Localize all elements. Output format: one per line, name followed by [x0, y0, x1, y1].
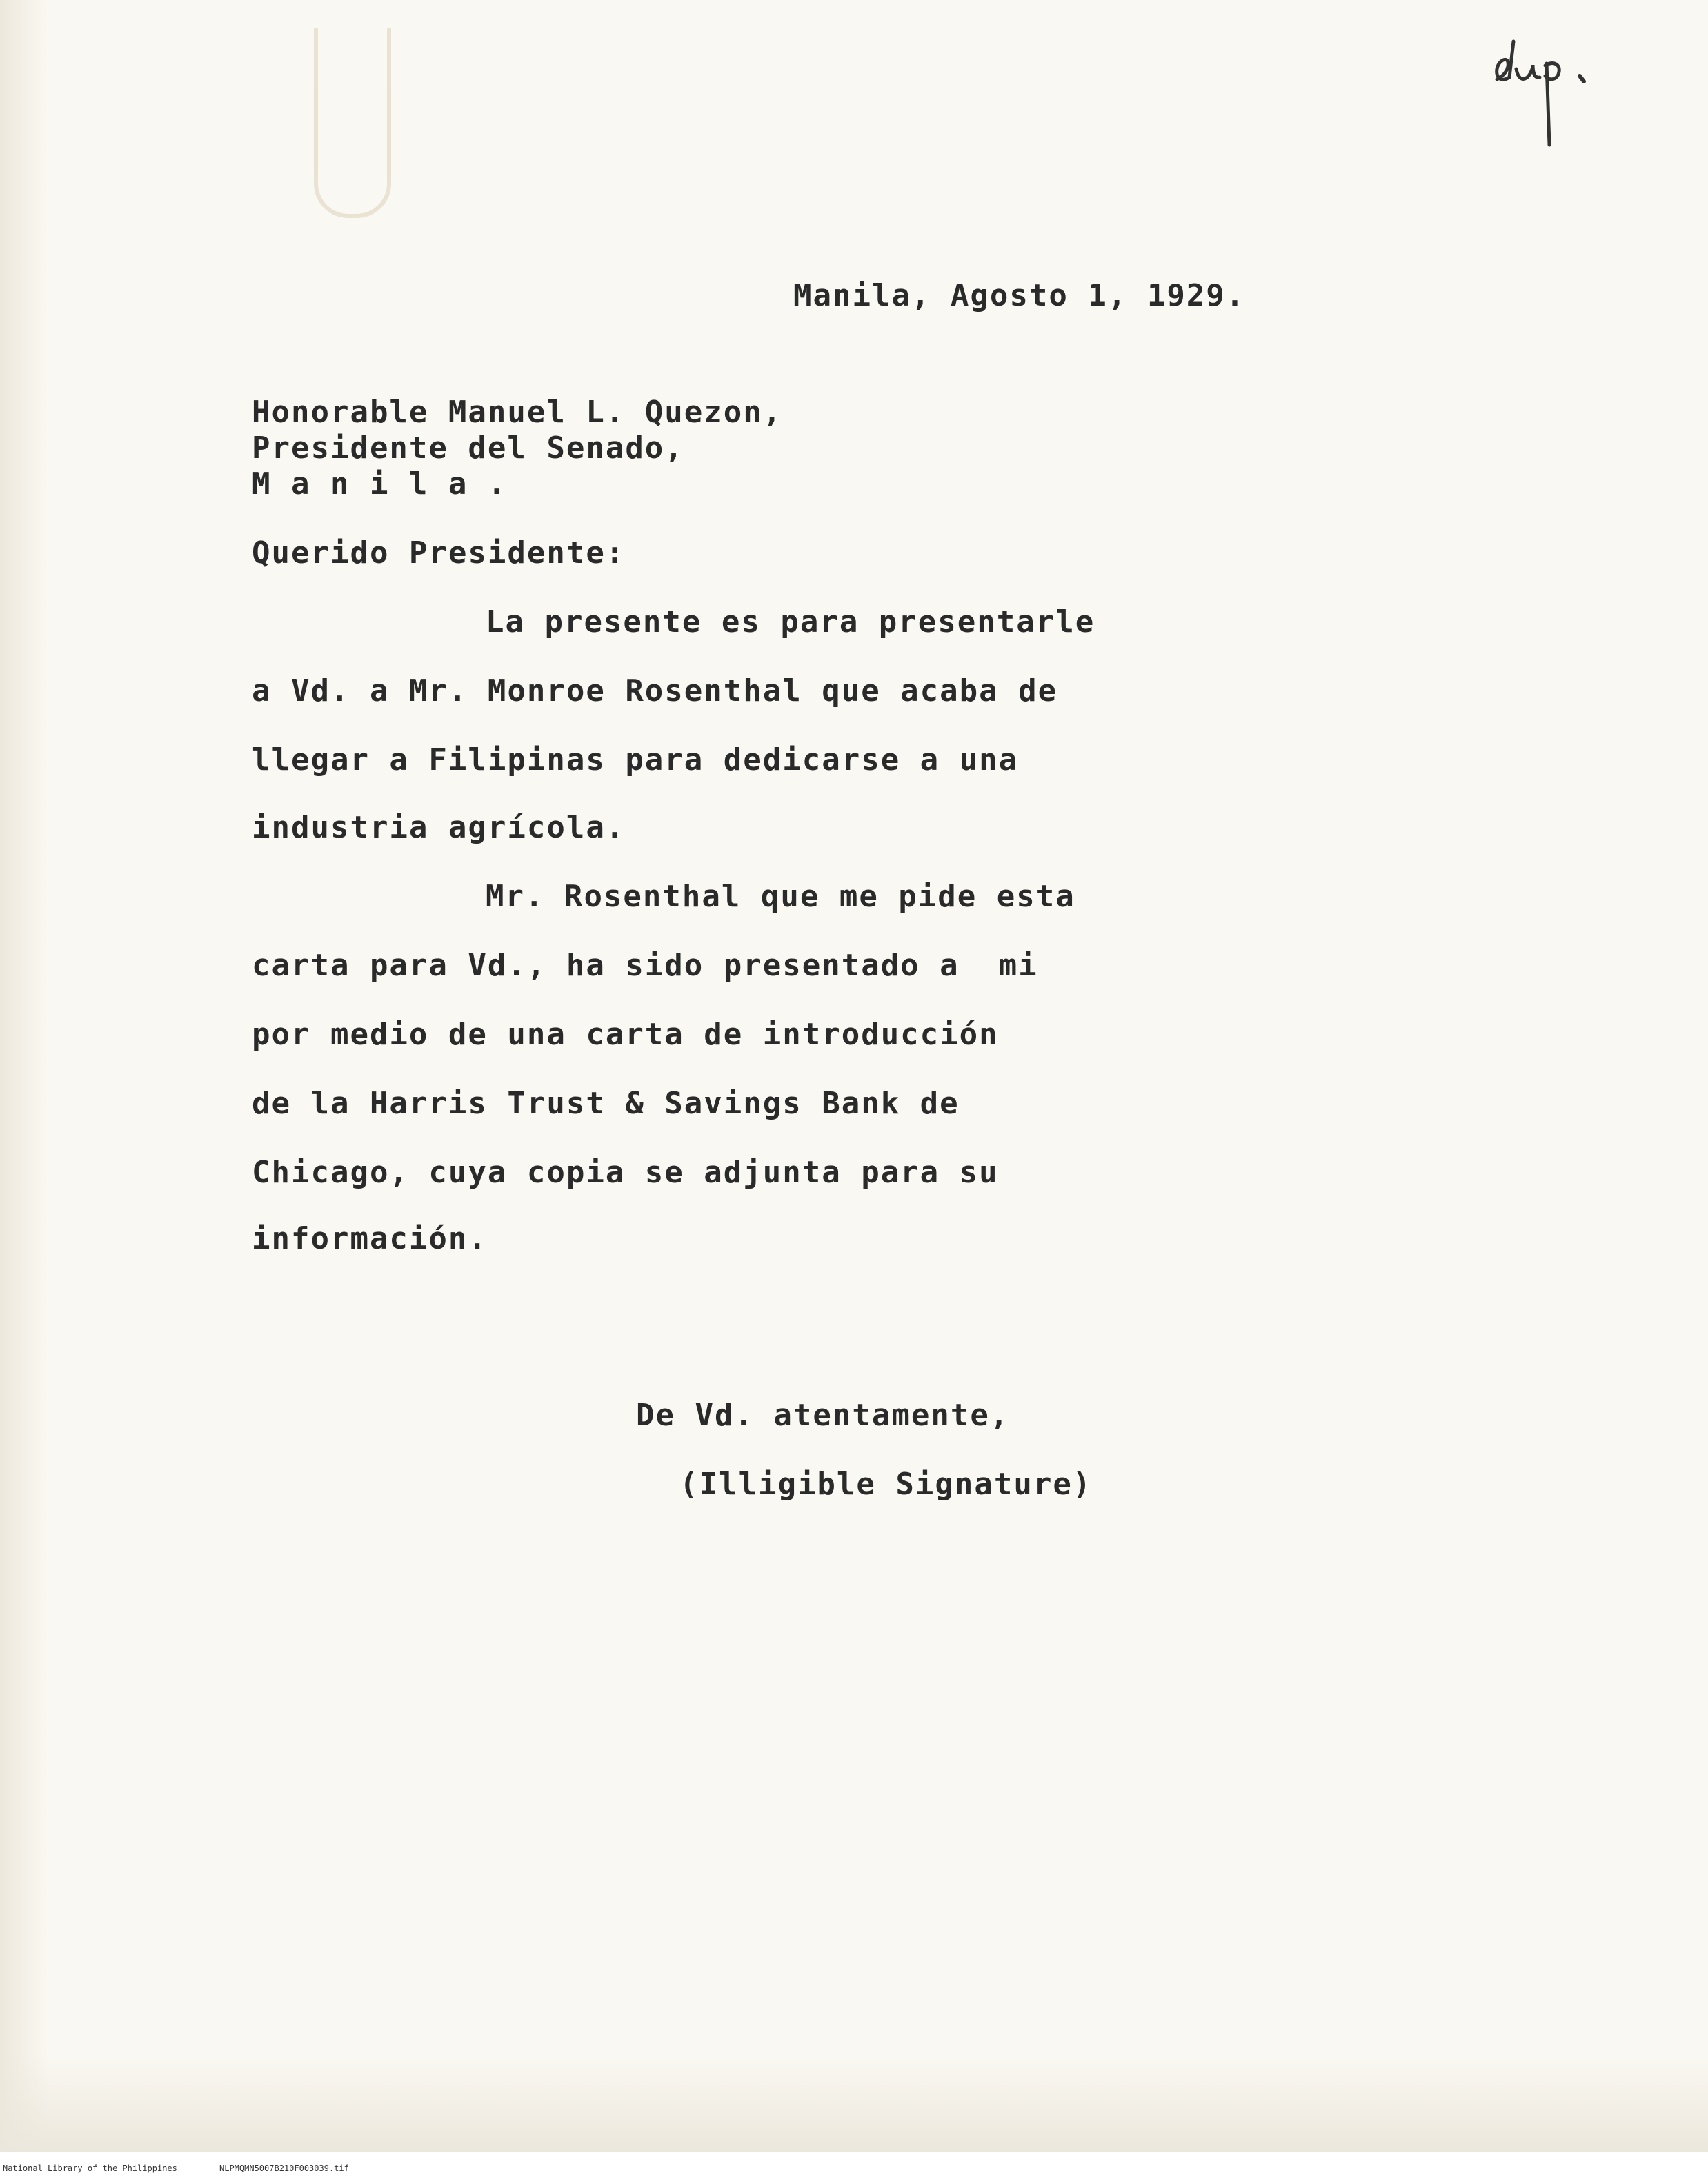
- body-line: llegar a Filipinas para dedicarse a una: [252, 742, 1019, 777]
- recipient-line: Honorable Manuel L. Quezon,: [252, 395, 783, 430]
- body-line: información.: [252, 1221, 488, 1256]
- signature-placeholder: (Illigible Signature): [679, 1467, 1093, 1502]
- handwritten-note-dup: [1483, 28, 1607, 159]
- paper-clip-mark: [314, 28, 391, 218]
- recipient-line: M a n i l a .: [252, 466, 508, 502]
- body-line: a Vd. a Mr. Monroe Rosenthal que acaba de: [252, 673, 1058, 708]
- body-line: La presente es para presentarle: [486, 604, 1095, 640]
- body-line: Mr. Rosenthal que me pide esta: [486, 879, 1075, 914]
- paper-bottom-shading: [0, 2056, 1708, 2152]
- recipient-line: Presidente del Senado,: [252, 430, 684, 466]
- body-line: Chicago, cuya copia se adjunta para su: [252, 1155, 999, 1190]
- body-line: industria agrícola.: [252, 810, 626, 845]
- footer-institution: National Library of the Philippines: [3, 2163, 177, 2173]
- closing: De Vd. atentamente,: [636, 1398, 1010, 1433]
- salutation: Querido Presidente:: [252, 535, 626, 571]
- body-line: de la Harris Trust & Savings Bank de: [252, 1086, 960, 1121]
- paper-edge-shading: [0, 0, 48, 2152]
- footer-filename: NLPMQMN5007B210F003039.tif: [219, 2163, 349, 2173]
- body-line: por medio de una carta de introducción: [252, 1017, 999, 1052]
- date-line: Manila, Agosto 1, 1929.: [793, 278, 1246, 313]
- body-line: carta para Vd., ha sido presentado a mi: [252, 948, 1038, 983]
